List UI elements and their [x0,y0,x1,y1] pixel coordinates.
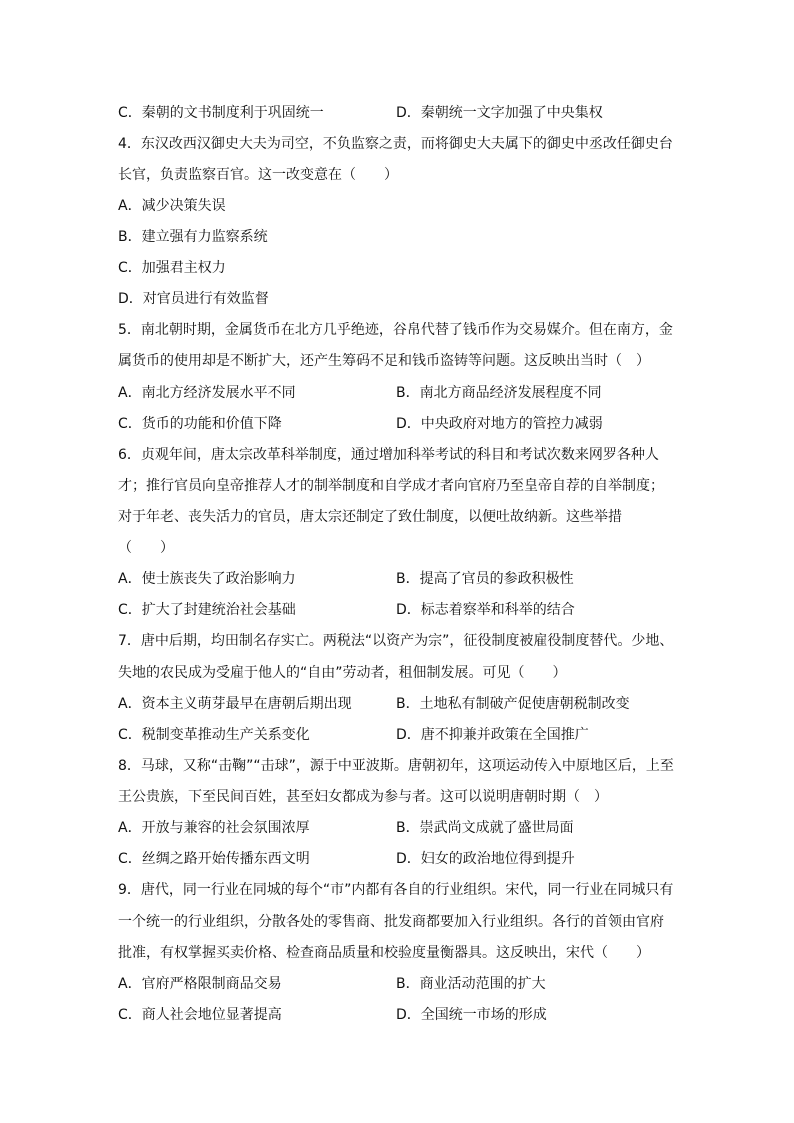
option-left: C．商人社会地位显著提高 [118,1007,282,1023]
text-line: 6．贞观年间，唐太宗改革科举制度，通过增加科举考试的科目和考试次数来网罗各种人 [118,447,659,463]
option-right: B．商业活动范围的扩大 [396,976,546,992]
option-left: A．南北方经济发展水平不同 [118,385,296,401]
text-line: 王公贵族，下至民间百姓，甚至妇女都成为参与者。这可以说明唐朝时期（ ） [118,789,608,805]
text-line: （ ） [118,540,174,556]
text-line: 失地的农民成为受雇于他人的“自由”劳动者，租佃制发展。可见（ ） [118,665,567,681]
option-right: D．标志着察举和科举的结合 [396,602,575,618]
text-line: 批准，有权掌握买卖价格、检查商品质量和校验度量衡器具。这反映出，宋代（ ） [118,945,650,961]
option-right: D．秦朝统一文字加强了中央集权 [396,105,603,121]
option-right: B．南北方商品经济发展程度不同 [396,385,602,401]
option-left: C．扩大了封建统治社会基础 [118,602,296,618]
text-line: 一个统一的行业组织，分散各处的零售商、批发商都要加入行业组织。各行的首领由官府 [118,914,664,930]
text-line: A．减少决策失误 [118,198,226,214]
option-right: B．崇武尚文成就了盛世局面 [396,820,574,836]
option-left: A．官府严格限制商品交易 [118,976,282,992]
option-left: A．开放与兼容的社会氛围浓厚 [118,820,310,836]
option-right: D．全国统一市场的形成 [396,1007,547,1023]
text-line: 属货币的使用却是不断扩大，还产生筹码不足和钱币盗铸等问题。这反映出当时（ ） [118,353,650,369]
text-line: C．加强君主权力 [118,260,226,276]
option-left: A．使士族丧失了政治影响力 [118,571,296,587]
text-line: D．对官员进行有效监督 [118,291,269,307]
text-line: 才；推行官员向皇帝推荐人才的制举制度和自学成才者向官府乃至皇帝自荐的自举制度； [118,478,664,494]
option-right: B．土地私有制破产促使唐朝税制改变 [396,696,630,712]
option-left: C．税制变革推动生产关系变化 [118,727,310,743]
text-line: B．建立强有力监察系统 [118,229,268,245]
option-left: C．丝绸之路开始传播东西文明 [118,851,310,867]
option-right: D．妇女的政治地位得到提升 [396,851,575,867]
text-line: 5．南北朝时期，金属货币在北方几乎绝迹，谷帛代替了钱币作为交易媒介。但在南方，金 [118,322,673,338]
text-line: 4．东汉改西汉御史大夫为司空，不负监察之责，而将御史大夫属下的御史中丞改任御史台 [118,136,673,152]
option-right: D．中央政府对地方的管控力减弱 [396,416,603,432]
text-line: 长官，负责监察百官。这一改变意在（ ） [118,167,398,183]
text-line: 7．唐中后期，均田制名存实亡。两税法“以资产为宗”，征役制度被雇役制度替代。少地、 [118,633,674,649]
text-line: 9．唐代，同一行业在同城的每个“市”内都有各自的行业组织。宋代，同一行业在同城只有 [118,882,674,898]
option-right: B．提高了官员的参政积极性 [396,571,574,587]
option-right: D．唐不抑兼并政策在全国推广 [396,727,589,743]
text-line: 8．马球，又称“击鞠”“击球”，源于中亚波斯。唐朝初年，这项运动传入中原地区后，上至 [118,758,674,774]
option-left: C．秦朝的文书制度利于巩固统一 [118,105,324,121]
text-line: 对于年老、丧失活力的官员，唐太宗还制定了致仕制度，以便吐故纳新。这些举措 [118,509,622,525]
option-left: C．货币的功能和价值下降 [118,416,282,432]
option-left: A．资本主义萌芽最早在唐朝后期出现 [118,696,352,712]
